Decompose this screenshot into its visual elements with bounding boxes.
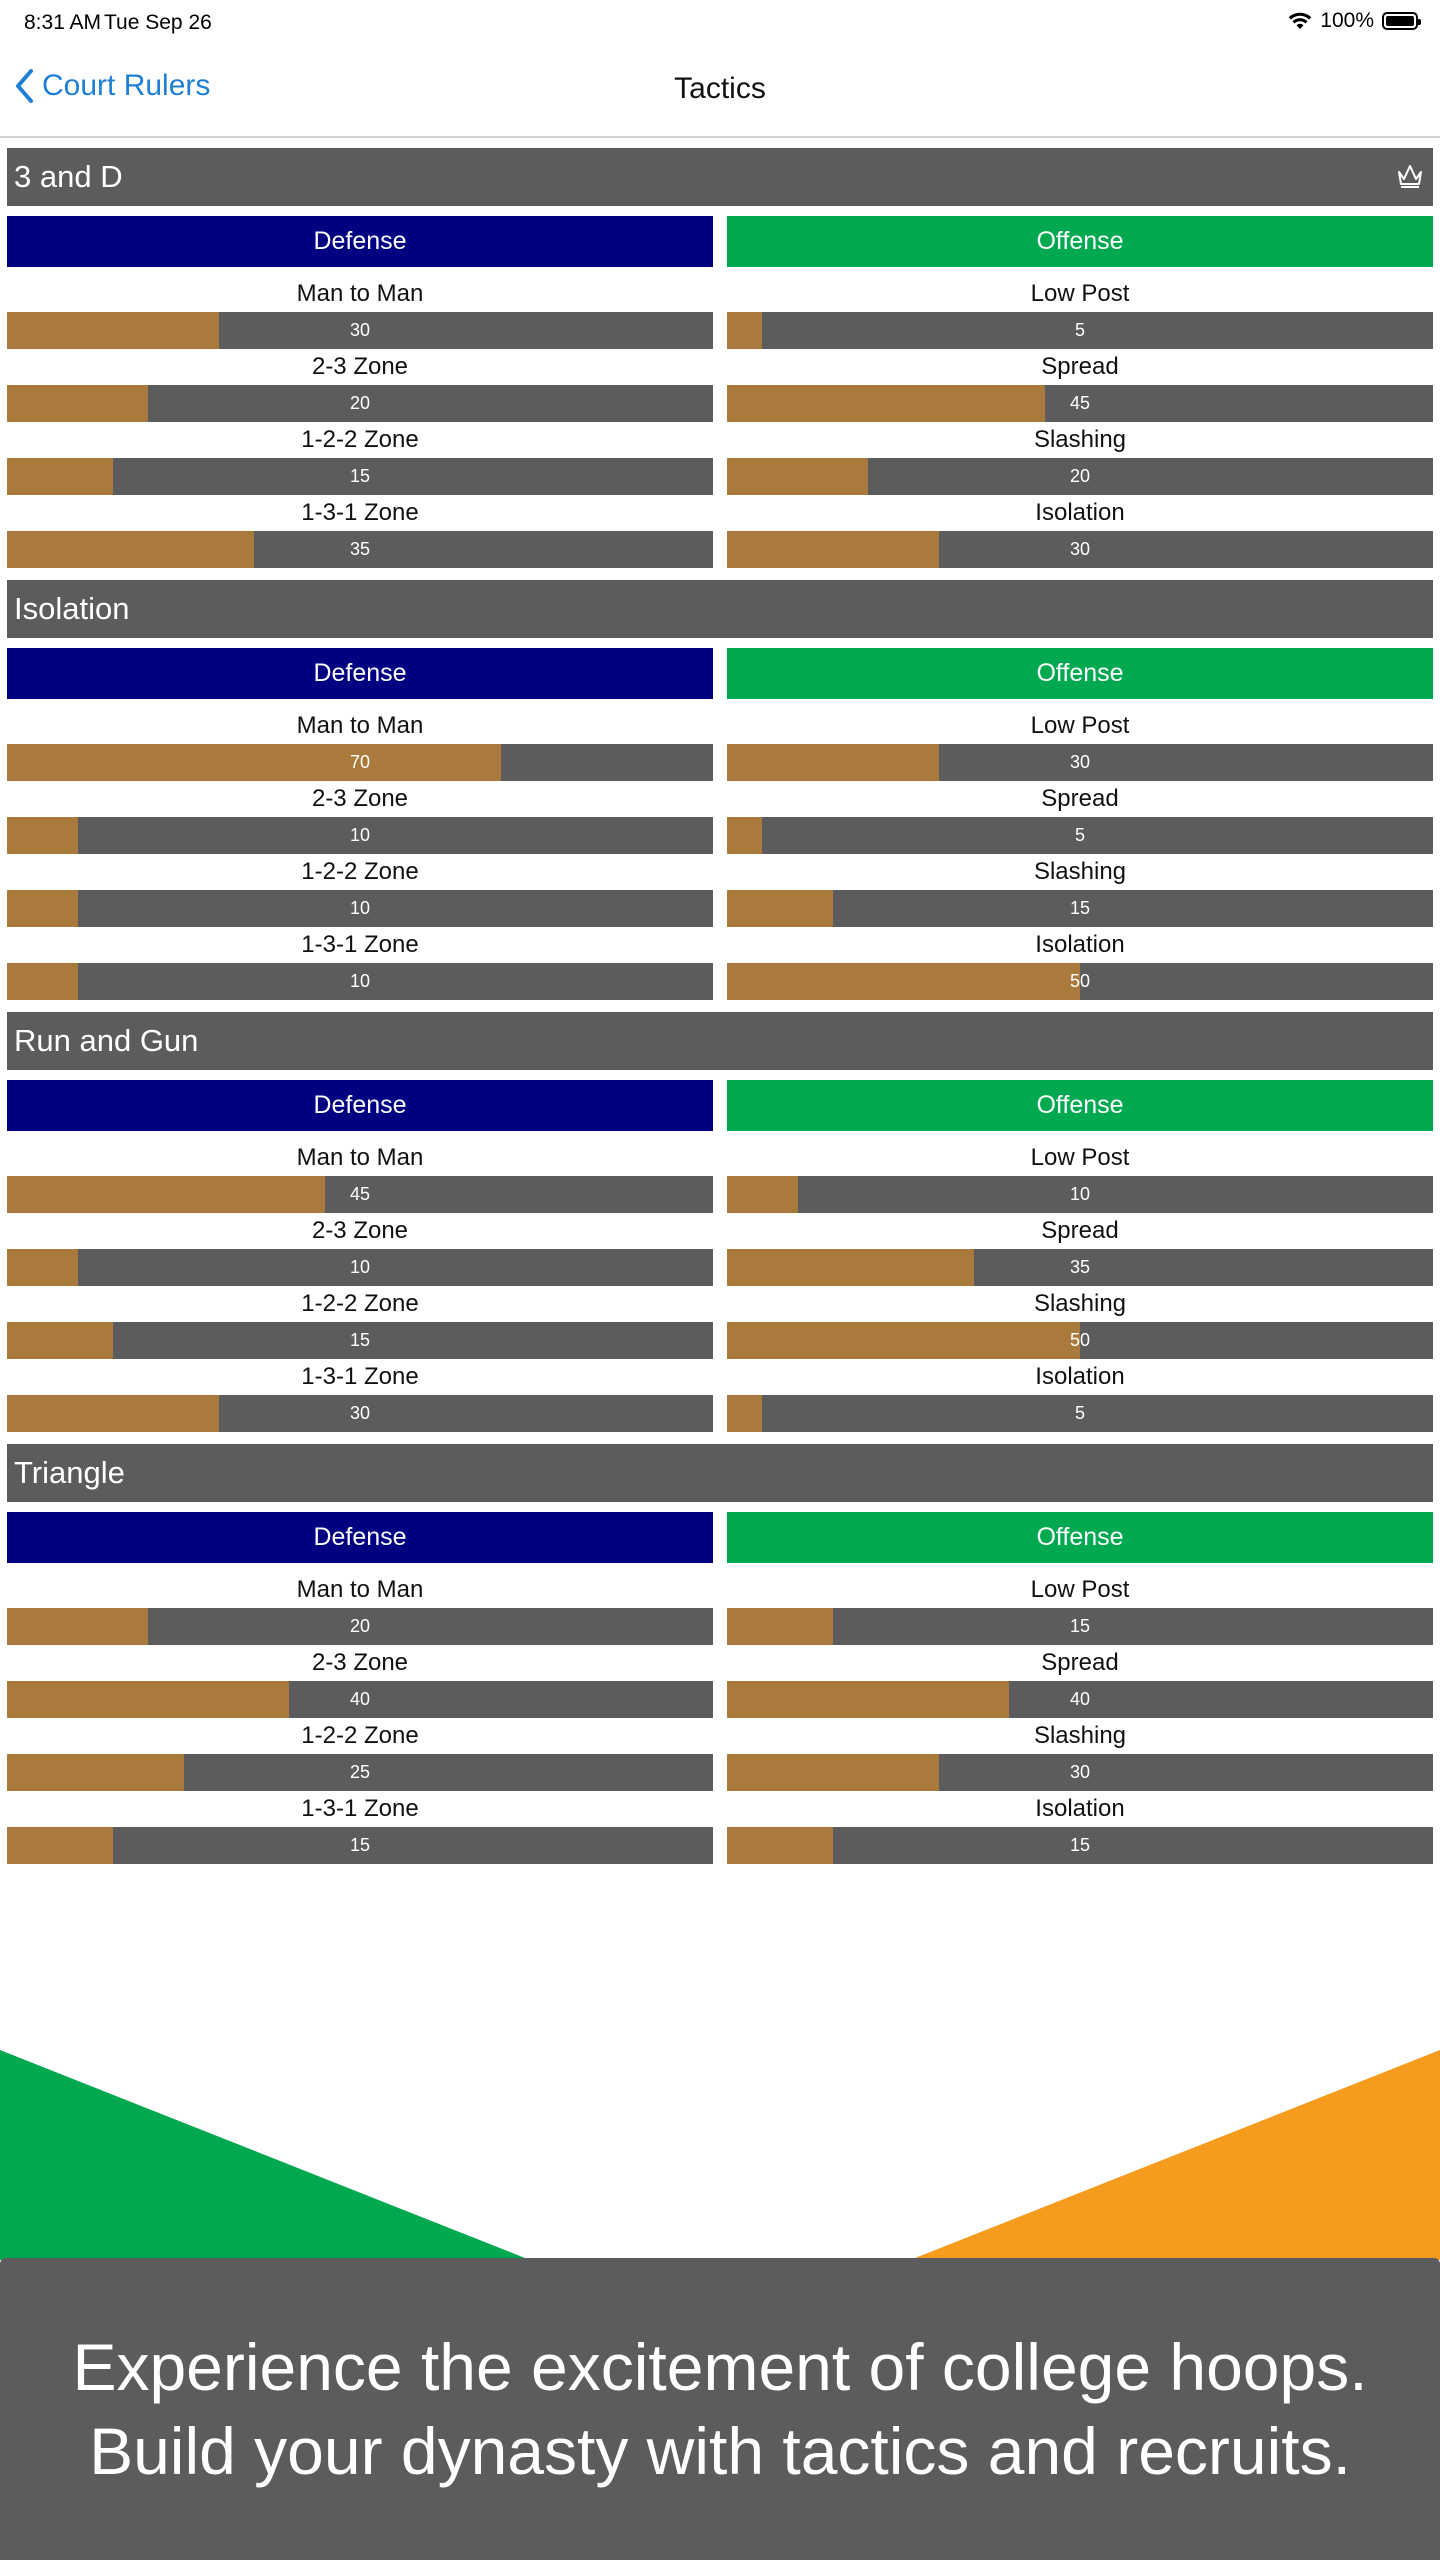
defense-rows bbox=[7, 708, 713, 1000]
tactic-name: Isolation bbox=[14, 591, 130, 626]
tactic-row-label: 1-2-2 Zone bbox=[301, 426, 419, 453]
value-bar[interactable] bbox=[7, 890, 713, 927]
value-bar[interactable] bbox=[7, 1395, 713, 1432]
battery-percent: 100% bbox=[1320, 9, 1374, 32]
tactic-row-label: Man to Man bbox=[296, 1144, 424, 1171]
value-bar[interactable] bbox=[7, 385, 713, 422]
tactic-row bbox=[727, 1140, 1433, 1213]
value-bar-number: 5 bbox=[1074, 320, 1085, 340]
tactic-block bbox=[7, 148, 1433, 580]
status-bar bbox=[0, 0, 1440, 46]
tactic-row bbox=[7, 1791, 713, 1864]
value-bar-number: 5 bbox=[1074, 825, 1085, 845]
status-time: 8:31 AM bbox=[24, 11, 102, 34]
defense-column bbox=[7, 648, 713, 1000]
navigation-bar bbox=[0, 46, 1440, 138]
tactic-block bbox=[7, 1012, 1433, 1444]
tactic-row-label: Slashing bbox=[1033, 1290, 1127, 1317]
value-bar-number: 25 bbox=[349, 1762, 371, 1782]
value-bar-number: 45 bbox=[349, 1184, 371, 1204]
value-bar[interactable] bbox=[727, 1754, 1433, 1791]
tactic-columns bbox=[7, 648, 1433, 1000]
tactic-row bbox=[7, 276, 713, 349]
tactic-row bbox=[7, 781, 713, 854]
value-bar-number: 15 bbox=[349, 1330, 371, 1350]
value-bar[interactable] bbox=[727, 1395, 1433, 1432]
tactic-columns bbox=[7, 216, 1433, 568]
value-bar-number: 10 bbox=[349, 825, 371, 845]
value-bar-number: 10 bbox=[349, 971, 371, 991]
tactic-row-label: Spread bbox=[1041, 785, 1119, 812]
tactic-row bbox=[727, 1645, 1433, 1718]
tactic-row bbox=[7, 708, 713, 781]
tactic-row bbox=[7, 1718, 713, 1791]
offense-rows bbox=[727, 1140, 1433, 1432]
value-bar[interactable] bbox=[7, 531, 713, 568]
tactic-row bbox=[727, 927, 1433, 1000]
tactic-row bbox=[727, 422, 1433, 495]
value-bar-number: 30 bbox=[1069, 539, 1091, 559]
value-bar-number: 20 bbox=[349, 1616, 371, 1636]
value-bar-number: 20 bbox=[1069, 466, 1091, 486]
value-bar[interactable] bbox=[727, 890, 1433, 927]
tactic-row bbox=[727, 1213, 1433, 1286]
promo-accent-left bbox=[0, 2050, 530, 2260]
value-bar-number: 70 bbox=[349, 752, 371, 772]
tactic-row-label: Slashing bbox=[1033, 858, 1127, 885]
value-bar[interactable] bbox=[7, 817, 713, 854]
tactic-row-label: 2-3 Zone bbox=[311, 1217, 409, 1244]
tactic-row bbox=[727, 276, 1433, 349]
tactic-name: Run and Gun bbox=[14, 1023, 199, 1058]
tactic-row bbox=[727, 781, 1433, 854]
value-bar[interactable] bbox=[727, 817, 1433, 854]
tactic-row bbox=[727, 349, 1433, 422]
value-bar[interactable] bbox=[727, 1681, 1433, 1718]
value-bar-number: 45 bbox=[1069, 393, 1091, 413]
promo-accent-right bbox=[910, 2050, 1440, 2260]
tactic-block bbox=[7, 580, 1433, 1012]
tactic-row-label: 2-3 Zone bbox=[311, 1649, 409, 1676]
offense-rows bbox=[727, 708, 1433, 1000]
value-bar[interactable] bbox=[727, 312, 1433, 349]
tactic-row bbox=[7, 1572, 713, 1645]
battery-icon bbox=[1382, 12, 1418, 30]
value-bar-number: 30 bbox=[349, 1403, 371, 1423]
tactic-row-label: Low Post bbox=[1030, 1576, 1130, 1603]
tactic-row bbox=[727, 1572, 1433, 1645]
tactic-name: 3 and D bbox=[14, 159, 123, 194]
tactic-row-label: Isolation bbox=[1035, 1795, 1125, 1822]
wifi-icon bbox=[1288, 11, 1312, 31]
defense-header[interactable]: Defense bbox=[7, 1080, 713, 1131]
tactic-row bbox=[7, 422, 713, 495]
tactic-columns bbox=[7, 1080, 1433, 1432]
tactic-row-label: 2-3 Zone bbox=[311, 353, 409, 380]
tactic-name: Triangle bbox=[14, 1455, 125, 1490]
tactic-row bbox=[7, 1645, 713, 1718]
value-bar[interactable] bbox=[727, 744, 1433, 781]
tactic-row bbox=[7, 854, 713, 927]
tactic-row bbox=[7, 927, 713, 1000]
value-bar[interactable] bbox=[7, 458, 713, 495]
tactic-row bbox=[7, 1213, 713, 1286]
tactic-row-label: Man to Man bbox=[296, 712, 424, 739]
tactic-row-label: 1-2-2 Zone bbox=[301, 858, 419, 885]
offense-rows bbox=[727, 276, 1433, 568]
value-bar[interactable] bbox=[7, 1176, 713, 1213]
value-bar-number: 5 bbox=[1074, 1403, 1085, 1423]
tactic-row bbox=[727, 1718, 1433, 1791]
value-bar-number: 50 bbox=[1069, 1330, 1091, 1350]
tactic-row-label: Low Post bbox=[1030, 1144, 1130, 1171]
value-bar[interactable] bbox=[7, 963, 713, 1000]
tactic-row-label: Spread bbox=[1041, 1649, 1119, 1676]
value-bar[interactable] bbox=[7, 1827, 713, 1864]
tactic-row-label: 1-2-2 Zone bbox=[301, 1290, 419, 1317]
value-bar[interactable] bbox=[727, 1827, 1433, 1864]
status-indicators bbox=[1288, 9, 1418, 33]
tactic-row bbox=[7, 1140, 713, 1213]
offense-column bbox=[727, 1512, 1433, 1864]
defense-column bbox=[7, 216, 713, 568]
tactic-row bbox=[727, 495, 1433, 568]
value-bar[interactable] bbox=[7, 1681, 713, 1718]
promo-line-2: Build your dynasty with tactics and recruits. bbox=[89, 2414, 1351, 2488]
tactics-list bbox=[7, 148, 1433, 1876]
tactic-row-label: 1-2-2 Zone bbox=[301, 1722, 419, 1749]
tactic-header[interactable] bbox=[7, 1444, 1433, 1502]
tactic-row-label: Isolation bbox=[1035, 931, 1125, 958]
offense-rows bbox=[727, 1572, 1433, 1864]
offense-header[interactable]: Offense bbox=[727, 216, 1433, 267]
tactic-row-label: 1-3-1 Zone bbox=[301, 1363, 419, 1390]
offense-column bbox=[727, 216, 1433, 568]
tactic-row-label: Spread bbox=[1041, 353, 1119, 380]
defense-header[interactable]: Defense bbox=[7, 216, 713, 267]
value-bar-number: 50 bbox=[1069, 971, 1091, 991]
tactic-columns bbox=[7, 1512, 1433, 1864]
value-bar-number: 15 bbox=[349, 466, 371, 486]
offense-header[interactable]: Offense bbox=[727, 1080, 1433, 1131]
tactic-row bbox=[727, 1791, 1433, 1864]
promo-banner bbox=[0, 2258, 1440, 2560]
value-bar[interactable] bbox=[727, 963, 1433, 1000]
value-bar-number: 40 bbox=[1069, 1689, 1091, 1709]
value-bar-number: 10 bbox=[1069, 1184, 1091, 1204]
tactic-row-label: Slashing bbox=[1033, 1722, 1127, 1749]
value-bar[interactable] bbox=[727, 1608, 1433, 1645]
value-bar-number: 20 bbox=[349, 393, 371, 413]
value-bar[interactable] bbox=[727, 1249, 1433, 1286]
value-bar-number: 15 bbox=[1069, 1616, 1091, 1636]
value-bar[interactable] bbox=[727, 385, 1433, 422]
value-bar-number: 15 bbox=[1069, 898, 1091, 918]
promo-line-1: Experience the excitement of college hoops. bbox=[72, 2330, 1368, 2404]
tactic-row-label: 2-3 Zone bbox=[311, 785, 409, 812]
offense-header[interactable]: Offense bbox=[727, 648, 1433, 699]
tactic-block bbox=[7, 1444, 1433, 1876]
defense-column bbox=[7, 1080, 713, 1432]
offense-column bbox=[727, 1080, 1433, 1432]
defense-header[interactable]: Defense bbox=[7, 648, 713, 699]
value-bar[interactable] bbox=[727, 531, 1433, 568]
value-bar-number: 10 bbox=[349, 898, 371, 918]
value-bar-number: 15 bbox=[1069, 1835, 1091, 1855]
tactic-row bbox=[727, 1359, 1433, 1432]
value-bar-number: 30 bbox=[1069, 1762, 1091, 1782]
tactic-row-label: 1-3-1 Zone bbox=[301, 1795, 419, 1822]
tactic-header[interactable] bbox=[7, 1012, 1433, 1070]
value-bar[interactable] bbox=[7, 1322, 713, 1359]
value-bar-number: 30 bbox=[349, 320, 371, 340]
tactic-row-label: Man to Man bbox=[296, 280, 424, 307]
value-bar[interactable] bbox=[7, 744, 713, 781]
tactic-row-label: 1-3-1 Zone bbox=[301, 931, 419, 958]
value-bar[interactable] bbox=[727, 458, 1433, 495]
value-bar[interactable] bbox=[727, 1322, 1433, 1359]
page-title: Tactics bbox=[674, 72, 766, 105]
offense-column bbox=[727, 648, 1433, 1000]
defense-rows bbox=[7, 1572, 713, 1864]
defense-header[interactable]: Defense bbox=[7, 1512, 713, 1563]
tactic-row-label: Isolation bbox=[1035, 499, 1125, 526]
defense-rows bbox=[7, 1140, 713, 1432]
tactic-row bbox=[727, 854, 1433, 927]
tactic-row bbox=[7, 1286, 713, 1359]
tactic-row-label: Low Post bbox=[1030, 712, 1130, 739]
tactic-row-label: Spread bbox=[1041, 1217, 1119, 1244]
tactic-row-label: Slashing bbox=[1033, 426, 1127, 453]
tactic-header[interactable] bbox=[7, 148, 1433, 206]
value-bar[interactable] bbox=[7, 1249, 713, 1286]
offense-header[interactable]: Offense bbox=[727, 1512, 1433, 1563]
value-bar[interactable] bbox=[7, 1608, 713, 1645]
defense-rows bbox=[7, 276, 713, 568]
value-bar-number: 15 bbox=[349, 1835, 371, 1855]
value-bar-number: 10 bbox=[349, 1257, 371, 1277]
tactic-row bbox=[7, 349, 713, 422]
value-bar-number: 35 bbox=[349, 539, 371, 559]
value-bar-number: 35 bbox=[1069, 1257, 1091, 1277]
value-bar-number: 30 bbox=[1069, 752, 1091, 772]
tactic-row bbox=[727, 708, 1433, 781]
crown-icon bbox=[1395, 162, 1425, 192]
defense-column bbox=[7, 1512, 713, 1864]
tactic-row-label: Man to Man bbox=[296, 1576, 424, 1603]
tactic-row-label: Isolation bbox=[1035, 1363, 1125, 1390]
status-date: Tue Sep 26 bbox=[104, 11, 212, 34]
tactic-row-label: Low Post bbox=[1030, 280, 1130, 307]
value-bar[interactable] bbox=[727, 1176, 1433, 1213]
tactic-row bbox=[7, 495, 713, 568]
value-bar-number: 40 bbox=[349, 1689, 371, 1709]
tactic-row-label: 1-3-1 Zone bbox=[301, 499, 419, 526]
value-bar[interactable] bbox=[7, 312, 713, 349]
tactic-row bbox=[727, 1286, 1433, 1359]
tactic-row bbox=[7, 1359, 713, 1432]
back-button-label: Court Rulers bbox=[42, 69, 211, 102]
tactic-header[interactable] bbox=[7, 580, 1433, 638]
value-bar[interactable] bbox=[7, 1754, 713, 1791]
